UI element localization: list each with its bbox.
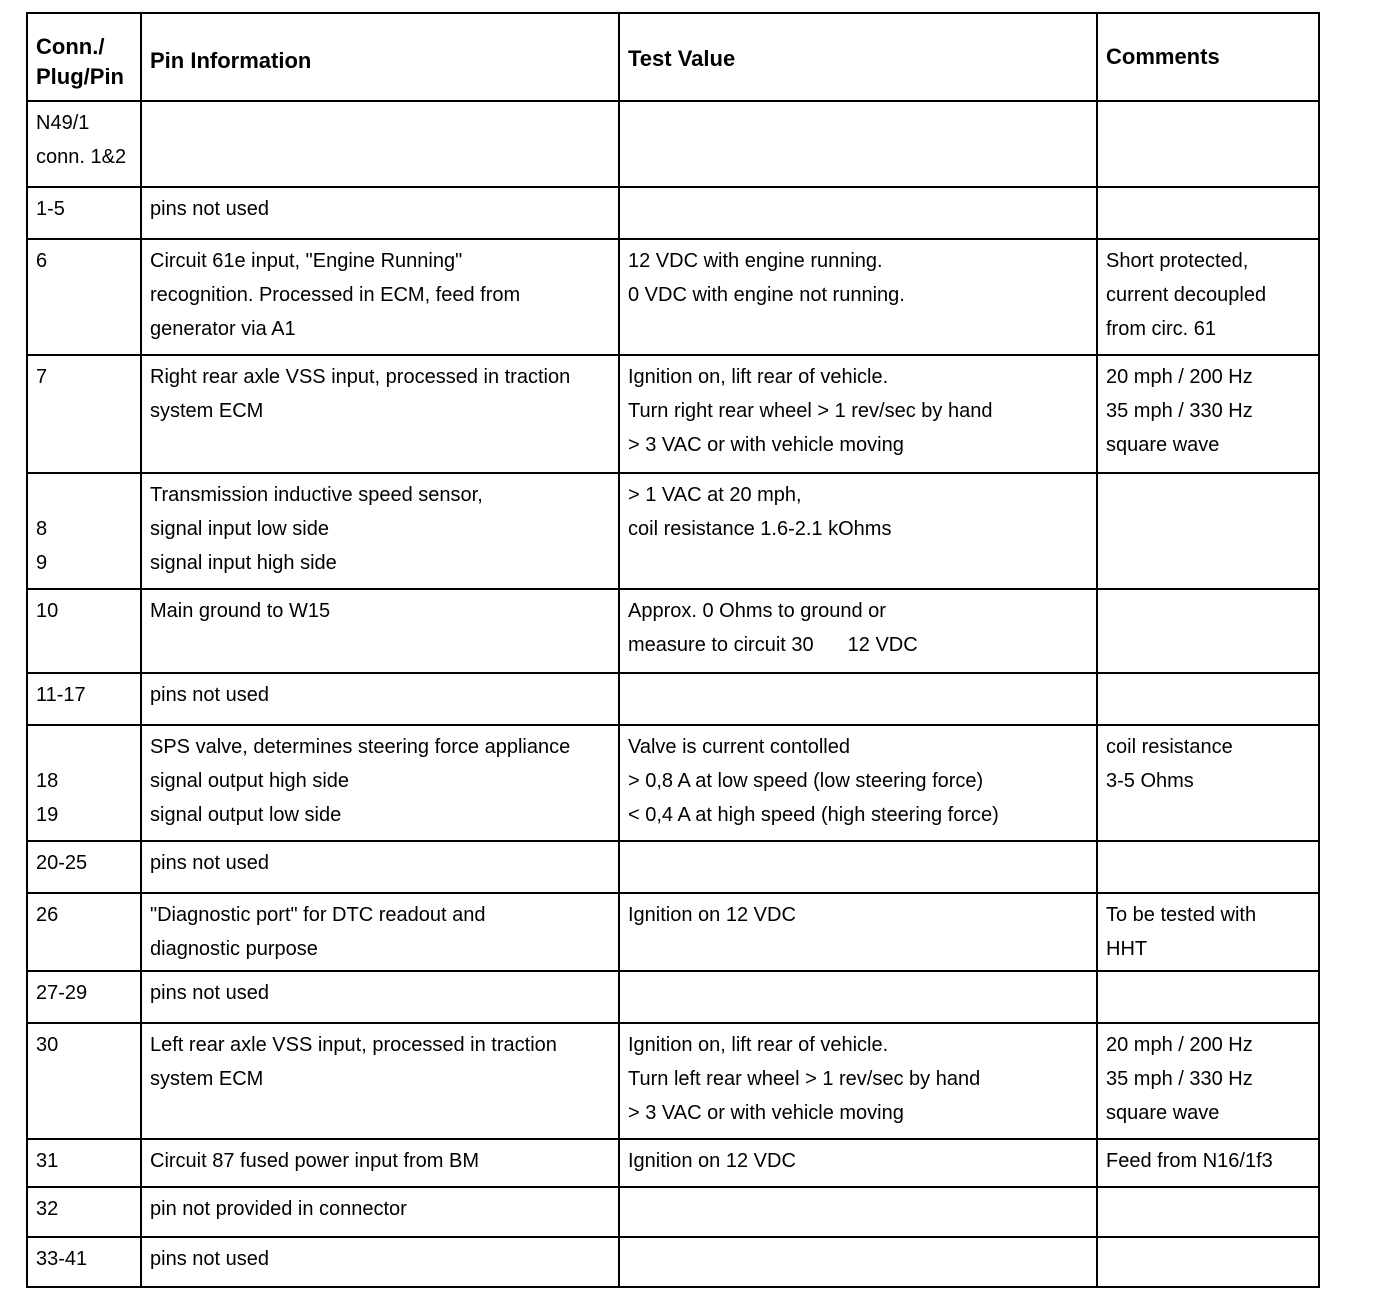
cell-conn-pin-line: 31 [36, 1150, 59, 1172]
cell-pin-info-line: signal input high side [150, 552, 337, 574]
cell-conn-pin-line: conn. 1&2 [36, 146, 127, 168]
cell-comments-line: coil resistance [1106, 736, 1233, 758]
cell-test-value-line: Approx. 0 Ohms to ground or [628, 600, 886, 622]
table-row [27, 893, 1319, 971]
cell-test-value [619, 1237, 1097, 1287]
cell-conn-pin [27, 239, 141, 355]
cell-comments-line: HHT [1106, 938, 1148, 960]
cell-pin-info-line: Main ground to W15 [150, 600, 331, 622]
cell-comments-line: from circ. 61 [1106, 318, 1217, 340]
cell-pin-info [141, 1237, 619, 1287]
cell-comments-line: Feed from N16/1f3 [1106, 1150, 1273, 1172]
table-row [27, 473, 1319, 589]
table-row [27, 971, 1319, 1023]
header-test-value: Test Value [619, 13, 1097, 101]
table-row [27, 589, 1319, 673]
cell-comments [1097, 673, 1319, 725]
cell-pin-info-line: Circuit 87 fused power input from BM [150, 1150, 480, 1172]
cell-conn-pin [27, 1187, 141, 1237]
cell-test-value-line: > 0,8 A at low speed (low steering force) [628, 770, 984, 792]
cell-pin-info-line: Left rear axle VSS input, processed in traction [150, 1034, 557, 1056]
cell-conn-pin [27, 673, 141, 725]
cell-conn-pin-line: 33-41 [36, 1248, 88, 1270]
cell-test-value [619, 187, 1097, 239]
cell-conn-pin [27, 187, 141, 239]
cell-pin-info [141, 1139, 619, 1187]
pin-table-document [26, 12, 1320, 1288]
header-conn-line2: Plug/Pin [36, 64, 124, 89]
cell-comments-line: square wave [1106, 434, 1220, 456]
cell-comments-line: square wave [1106, 1102, 1220, 1124]
cell-test-value [619, 971, 1097, 1023]
cell-comments [1097, 187, 1319, 239]
cell-conn-pin-line: 19 [36, 804, 59, 826]
table-row [27, 1237, 1319, 1287]
header-row [27, 13, 1319, 101]
cell-test-value [619, 1187, 1097, 1237]
cell-comments-line: To be tested with [1106, 904, 1257, 926]
cell-pin-info-line: pins not used [150, 982, 269, 1004]
cell-conn-pin [27, 355, 141, 473]
cell-conn-pin-line: 18 [36, 770, 59, 792]
cell-pin-info [141, 589, 619, 673]
cell-test-value [619, 101, 1097, 187]
cell-comments [1097, 1187, 1319, 1237]
table-row [27, 239, 1319, 355]
cell-test-value [619, 673, 1097, 725]
cell-pin-info-line: signal output low side [150, 804, 342, 826]
cell-pin-info-line: Right rear axle VSS input, processed in traction [150, 366, 571, 388]
cell-test-value-line: Ignition on 12 VDC [628, 1150, 796, 1172]
cell-pin-info-line: recognition. Processed in ECM, feed from [150, 284, 521, 306]
cell-pin-info-line: pin not provided in connector [150, 1198, 407, 1220]
cell-conn-pin [27, 1139, 141, 1187]
cell-conn-pin-line: 10 [36, 600, 59, 622]
table-body [27, 101, 1319, 1287]
cell-pin-info-line: Transmission inductive speed sensor, [150, 484, 483, 506]
cell-comments [1097, 1139, 1319, 1187]
table-row [27, 673, 1319, 725]
cell-pin-info [141, 893, 619, 971]
cell-conn-pin-line: 26 [36, 904, 59, 926]
cell-test-value [619, 841, 1097, 893]
cell-comments [1097, 239, 1319, 355]
cell-comments-line: 35 mph / 330 Hz [1106, 400, 1253, 422]
cell-pin-info [141, 1187, 619, 1237]
cell-test-value-line: coil resistance 1.6-2.1 kOhms [628, 518, 892, 540]
cell-comments-line: Short protected, [1106, 250, 1249, 272]
cell-test-value [619, 893, 1097, 971]
cell-conn-pin [27, 473, 141, 589]
cell-conn-pin-line: 30 [36, 1034, 59, 1056]
header-pin-info: Pin Information [141, 13, 619, 101]
cell-test-value [619, 725, 1097, 841]
cell-comments-line: 20 mph / 200 Hz [1106, 1034, 1253, 1056]
table-row [27, 101, 1319, 187]
cell-comments [1097, 355, 1319, 473]
cell-pin-info [141, 355, 619, 473]
cell-pin-info-line: system ECM [150, 400, 264, 422]
cell-pin-info-line: signal input low side [150, 518, 329, 540]
cell-comments [1097, 1237, 1319, 1287]
header-conn-line1: Conn./ [36, 34, 105, 59]
cell-pin-info-line: pins not used [150, 1248, 269, 1270]
cell-comments [1097, 893, 1319, 971]
cell-test-value [619, 589, 1097, 673]
cell-comments-line: 35 mph / 330 Hz [1106, 1068, 1253, 1090]
cell-pin-info [141, 187, 619, 239]
cell-conn-pin-line: 27-29 [36, 982, 88, 1004]
cell-test-value-line: Turn left rear wheel > 1 rev/sec by hand [628, 1068, 981, 1090]
cell-pin-info [141, 841, 619, 893]
cell-test-value-line: Ignition on 12 VDC [628, 904, 796, 926]
cell-pin-info-line: pins not used [150, 198, 269, 220]
cell-test-value [619, 473, 1097, 589]
cell-conn-pin [27, 971, 141, 1023]
cell-comments [1097, 725, 1319, 841]
cell-pin-info [141, 239, 619, 355]
cell-conn-pin-line: 8 [36, 518, 48, 540]
cell-test-value-line: 0 VDC with engine not running. [628, 284, 905, 306]
cell-pin-info-line: system ECM [150, 1068, 264, 1090]
cell-test-value-line: > 3 VAC or with vehicle moving [628, 434, 904, 456]
cell-test-value-line: > 1 VAC at 20 mph, [628, 484, 802, 506]
cell-test-value-line: 12 VDC with engine running. [628, 250, 883, 272]
cell-pin-info [141, 1023, 619, 1139]
cell-conn-pin [27, 1237, 141, 1287]
table-row [27, 187, 1319, 239]
cell-conn-pin-line: 11-17 [36, 684, 86, 706]
header-conn [27, 13, 141, 101]
cell-conn-pin [27, 725, 141, 841]
cell-pin-info-line: generator via A1 [150, 318, 296, 340]
cell-conn-pin-line [36, 730, 130, 764]
cell-comments [1097, 473, 1319, 589]
cell-comments [1097, 101, 1319, 187]
cell-test-value [619, 239, 1097, 355]
pin-table [26, 12, 1320, 1288]
cell-test-value-line: < 0,4 A at high speed (high steering force) [628, 804, 999, 826]
table-row [27, 841, 1319, 893]
cell-conn-pin [27, 1023, 141, 1139]
cell-pin-info-line: SPS valve, determines steering force appliance [150, 736, 571, 758]
cell-conn-pin-line: 32 [36, 1198, 59, 1220]
cell-pin-info-line: Circuit 61e input, "Engine Running" [150, 250, 463, 272]
header-comments: Comments [1097, 13, 1319, 101]
cell-pin-info [141, 971, 619, 1023]
cell-conn-pin-line [36, 478, 130, 512]
cell-test-value-line: Ignition on, lift rear of vehicle. [628, 1034, 889, 1056]
cell-conn-pin [27, 893, 141, 971]
cell-comments [1097, 971, 1319, 1023]
cell-comments [1097, 841, 1319, 893]
cell-conn-pin [27, 101, 141, 187]
cell-pin-info-line: pins not used [150, 684, 269, 706]
cell-test-value [619, 355, 1097, 473]
table-row [27, 1023, 1319, 1139]
cell-conn-pin-line: N49/1 [36, 112, 90, 134]
cell-conn-pin-line: 1-5 [36, 198, 65, 220]
cell-conn-pin-line: 7 [36, 366, 48, 388]
cell-test-value [619, 1139, 1097, 1187]
cell-comments-line: current decoupled [1106, 284, 1267, 306]
cell-comments-line: 3-5 Ohms [1106, 770, 1194, 792]
cell-pin-info-line: pins not used [150, 852, 269, 874]
table-row [27, 355, 1319, 473]
cell-test-value-line: > 3 VAC or with vehicle moving [628, 1102, 904, 1124]
cell-conn-pin-line: 20-25 [36, 852, 88, 874]
cell-conn-pin-line: 6 [36, 250, 48, 272]
table-row [27, 1139, 1319, 1187]
cell-pin-info-line: diagnostic purpose [150, 938, 318, 960]
table-row [27, 1187, 1319, 1237]
cell-conn-pin-line: 9 [36, 552, 48, 574]
cell-comments [1097, 1023, 1319, 1139]
cell-conn-pin [27, 589, 141, 673]
cell-pin-info [141, 473, 619, 589]
cell-comments [1097, 589, 1319, 673]
cell-conn-pin [27, 841, 141, 893]
cell-pin-info [141, 673, 619, 725]
cell-pin-info-line: signal output high side [150, 770, 350, 792]
cell-pin-info [141, 725, 619, 841]
cell-test-value-line: Ignition on, lift rear of vehicle. [628, 366, 889, 388]
table-row [27, 725, 1319, 841]
cell-pin-info-line: "Diagnostic port" for DTC readout and [150, 904, 486, 926]
cell-test-value-extra: 12 VDC [847, 634, 918, 656]
cell-test-value-line: Turn right rear wheel > 1 rev/sec by hand [628, 400, 993, 422]
cell-test-value-line: measure to circuit 30 12 VDC [628, 634, 918, 656]
cell-pin-info [141, 101, 619, 187]
cell-test-value [619, 1023, 1097, 1139]
cell-comments-line: 20 mph / 200 Hz [1106, 366, 1253, 388]
cell-test-value-line: Valve is current contolled [628, 736, 850, 758]
